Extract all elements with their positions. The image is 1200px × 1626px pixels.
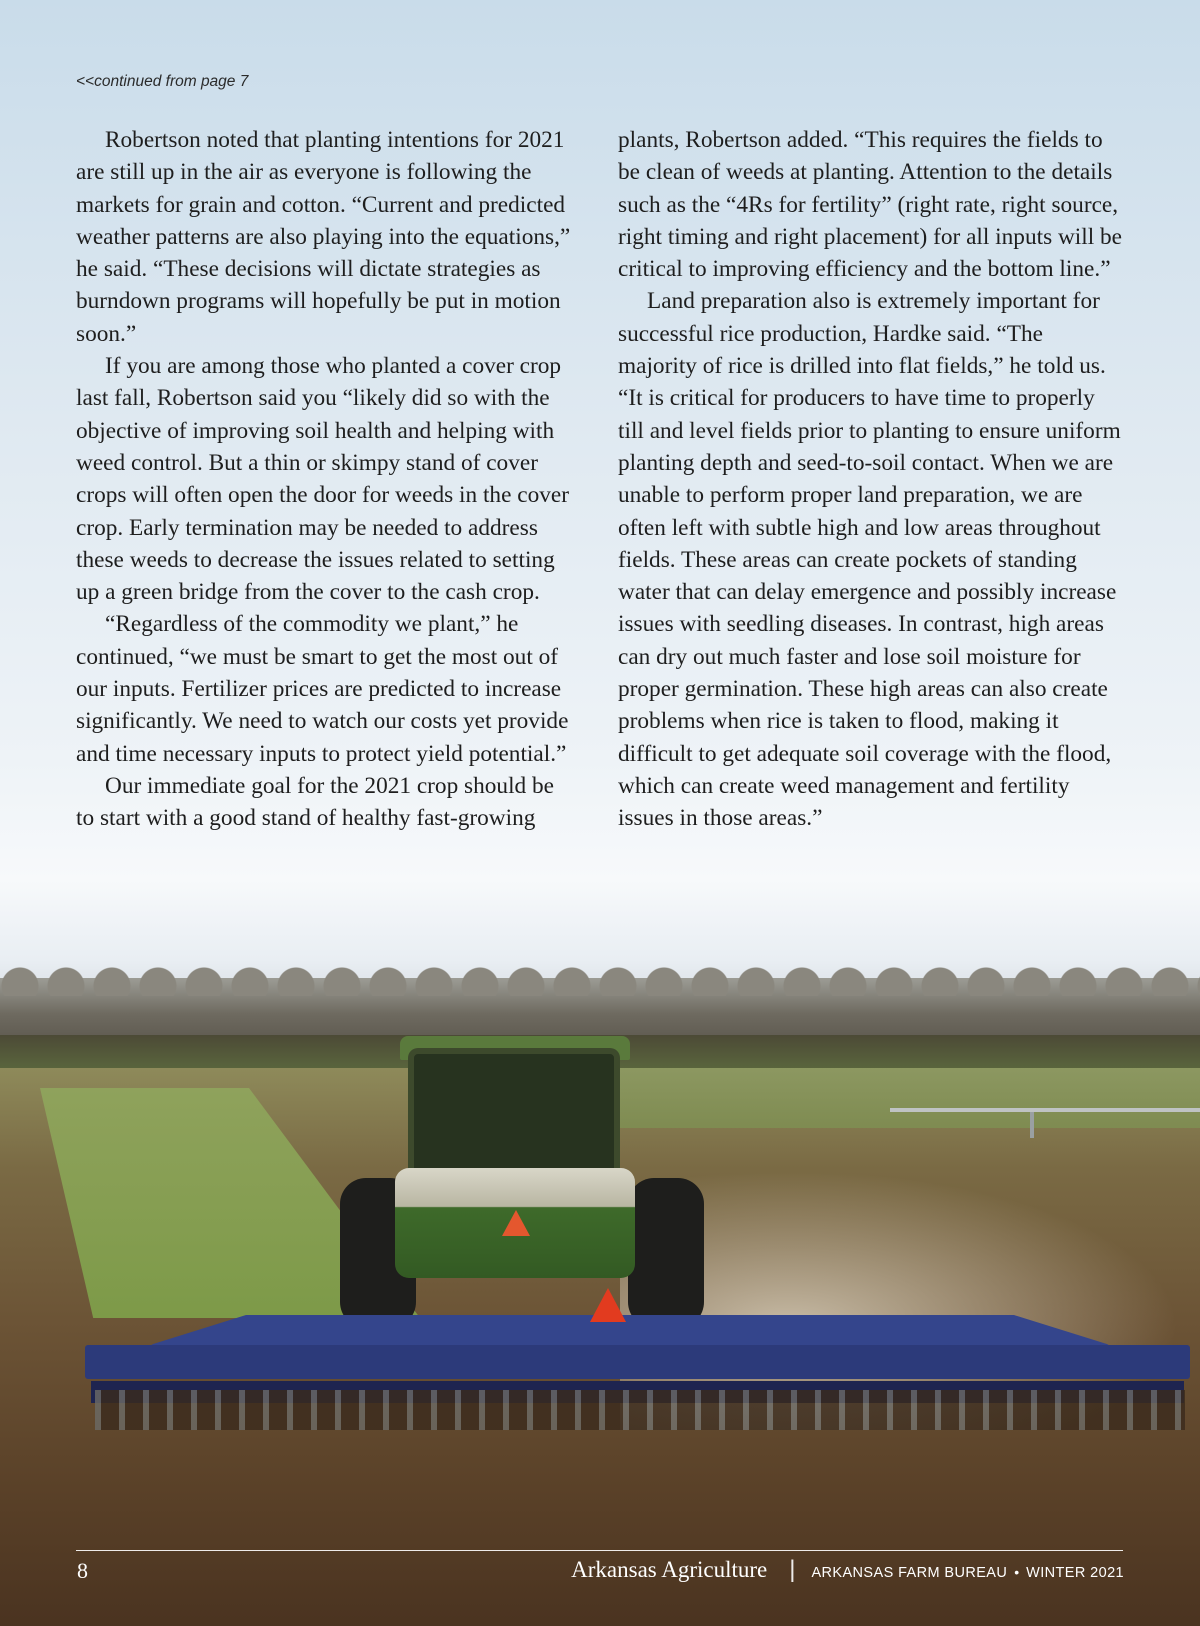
disc-harrow (85, 1345, 1190, 1379)
bullet-separator: • (1014, 1564, 1020, 1580)
paragraph: Robertson noted that planting intentions for 2021 are still up in the air as everyone is following the markets for grain and cotton. “Current and predicted weather patterns are also playing into the equations,” he said. “These decisions will dictate strategies as burndown programs will hopefully be put in motion soon.” (76, 127, 571, 347)
slow-moving-vehicle-sign (502, 1210, 530, 1236)
article-column-left (76, 124, 576, 835)
paragraph: plants, Robertson added. “This requires the fields to be clean of weeds at planting. Attention to the details such as the “4Rs for fertility” (right rate, right source, right timing and right placement) for all inputs will be critical to improving efficiency and the bottom line.” (618, 127, 1123, 283)
tractor-cab (408, 1048, 620, 1176)
irrigation-pivot (890, 1108, 1200, 1112)
publication-title: Arkansas Agriculture (571, 1557, 768, 1582)
paragraph: If you are among those who planted a cover crop last fall, Robertson said you “likely did so with the objective of improving soil health and helping with weed control. But a thin or skimpy stand of cover crops will often open the door for weeds in the cover crop. Early termination may be needed to address these weeds to decrease the issues related to setting up a green bridge from the cover to the cash crop. (76, 353, 569, 606)
issue-label: WINTER 2021 (1026, 1565, 1124, 1581)
footer-separator: | (789, 1556, 796, 1583)
page-number: 8 (77, 1558, 88, 1583)
footer-rule (76, 1550, 1123, 1551)
footer-publication (571, 1556, 1124, 1584)
tractor-tire-right (628, 1178, 704, 1328)
paragraph: Our immediate goal for the 2021 crop should be to start with a good stand of healthy fast-growing (76, 772, 554, 832)
paragraph: “Regardless of the commodity we plant,” he continued, “we must be smart to get the most out of our inputs. Fertilizer prices are predicted to increase significantly. We need to watch our costs yet provide and time necessary inputs to protect yield potential.” (76, 611, 569, 767)
paragraph: Land preparation also is extremely important for successful rice production, Hardke said. “The majority of rice is drilled into flat fields,” he told us. “It is critical for producers to have time to properly till and level fields prior to planting to ensure uniform planting depth and seed-to-soil contact. When we are unable to perform proper land preparation, we are often left with subtle high and low areas throughout fields. These areas can create pockets of standing water that can delay emergence and possibly increase issues with seedling diseases. In contrast, high areas can dry out much faster and lose soil moisture for proper germination. These high areas can also create problems when rice is taken to flood, making it difficult to get adequate soil coverage with the flood, which can create weed management and fertility issues in those areas.” (618, 288, 1121, 832)
tractor-field-photo (0, 940, 1200, 1626)
article-column-right (618, 124, 1123, 835)
continued-from-note: <<continued from page 7 (76, 73, 249, 90)
harrow-discs (95, 1390, 1185, 1430)
organization-name: ARKANSAS FARM BUREAU (811, 1565, 1008, 1581)
